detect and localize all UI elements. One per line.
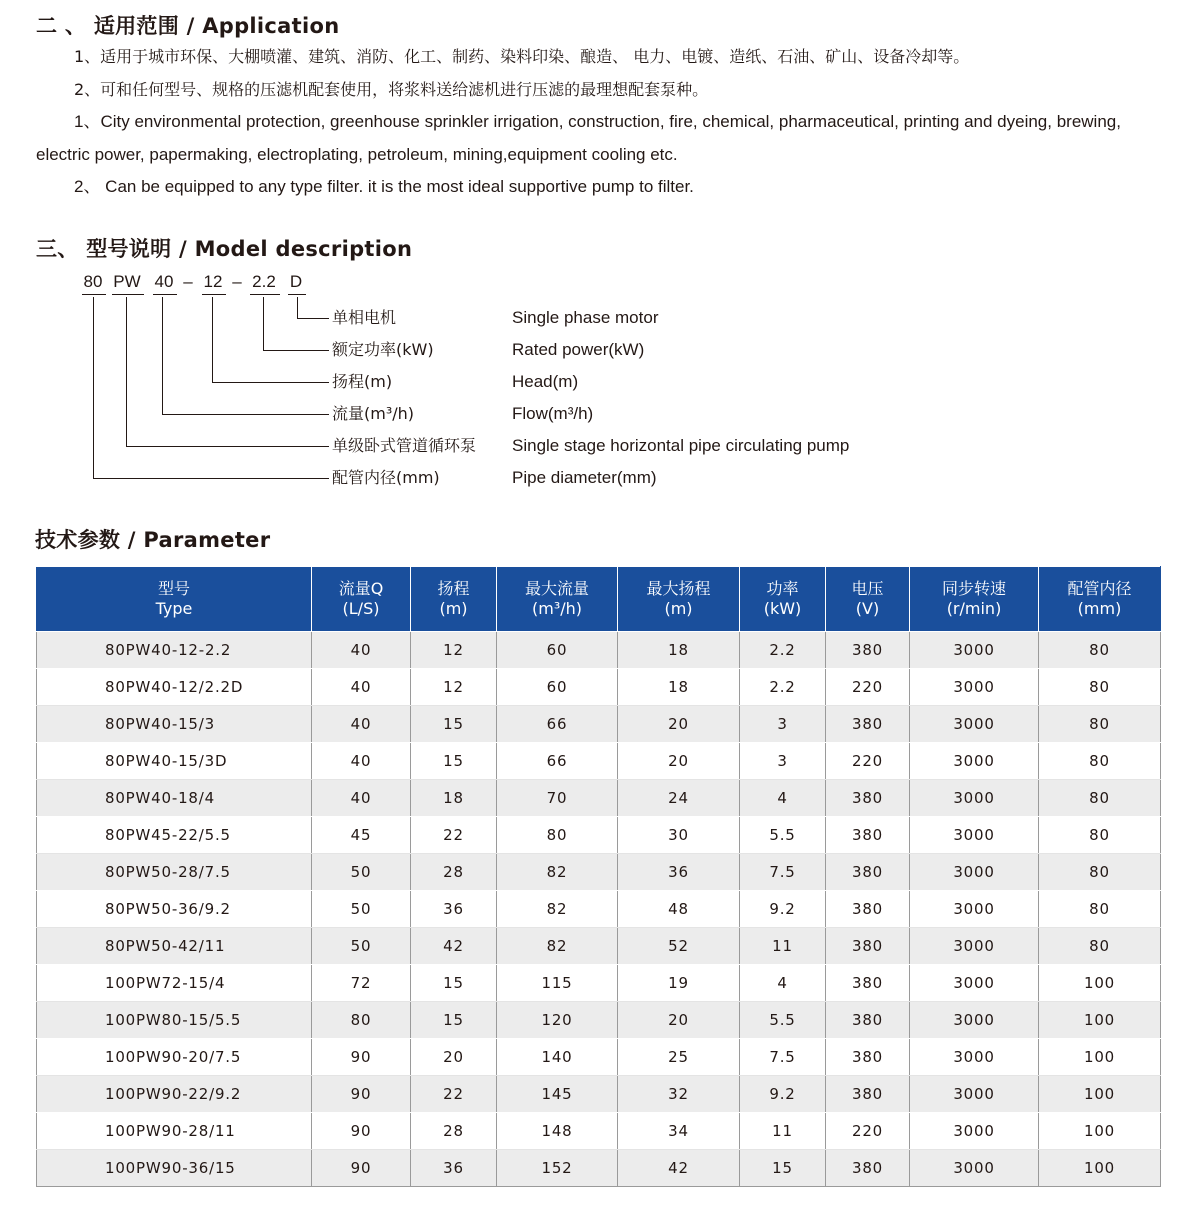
value-cell: 20 [411, 1039, 497, 1076]
value-cell: 80 [1039, 891, 1161, 928]
value-cell: 90 [312, 1039, 411, 1076]
value-cell: 80 [1039, 706, 1161, 743]
value-cell: 80 [497, 817, 618, 854]
model-item-flow-en: Flow(m³/h) [512, 404, 594, 423]
value-cell: 50 [312, 928, 411, 965]
column-header [37, 567, 312, 632]
value-cell: 380 [826, 632, 910, 669]
model-item-head-en: Head(m) [512, 372, 579, 391]
value-cell: 3000 [910, 1076, 1039, 1113]
value-cell: 90 [312, 1113, 411, 1150]
code-dash-2: – [232, 272, 242, 291]
value-cell: 3000 [910, 632, 1039, 669]
code-dash-1: – [183, 272, 193, 291]
column-header [910, 567, 1039, 632]
value-cell: 2.2 [740, 632, 826, 669]
value-cell: 22 [411, 817, 497, 854]
column-header-cn: 扬程 [437, 579, 470, 598]
value-cell: 36 [411, 1150, 497, 1187]
column-header-en: Type [155, 599, 193, 618]
value-cell: 50 [312, 854, 411, 891]
column-header [826, 567, 910, 632]
column-header-en: (V) [855, 599, 880, 618]
model-item-power-cn: 额定功率(kW) [332, 340, 434, 359]
value-cell: 90 [312, 1150, 411, 1187]
value-cell: 100 [1039, 965, 1161, 1002]
value-cell: 220 [826, 669, 910, 706]
value-cell: 380 [826, 1076, 910, 1113]
table-body [37, 632, 1161, 1187]
value-cell: 34 [618, 1113, 740, 1150]
value-cell: 60 [497, 632, 618, 669]
value-cell: 140 [497, 1039, 618, 1076]
application-en-item-1-cont: electric power, papermaking, electroplating, petroleum, mining,equipment cooling etc. [36, 145, 678, 164]
model-cell: 100PW72-15/4 [37, 965, 312, 1002]
model-item-power-en: Rated power(kW) [512, 340, 645, 359]
table-row [37, 632, 1161, 669]
value-cell: 28 [411, 1113, 497, 1150]
value-cell: 28 [411, 854, 497, 891]
value-cell: 380 [826, 780, 910, 817]
value-cell: 380 [826, 1150, 910, 1187]
column-header-cn: 型号 [157, 579, 190, 598]
table-row [37, 1002, 1161, 1039]
value-cell: 220 [826, 1113, 910, 1150]
column-header-en: (m) [439, 599, 468, 618]
model-cell: 80PW50-28/7.5 [37, 854, 312, 891]
value-cell: 15 [411, 1002, 497, 1039]
value-cell: 36 [618, 854, 740, 891]
value-cell: 3000 [910, 669, 1039, 706]
value-cell: 66 [497, 743, 618, 780]
value-cell: 3000 [910, 928, 1039, 965]
column-header-cn: 流量Q [338, 579, 384, 598]
value-cell: 45 [312, 817, 411, 854]
column-header-en: (r/min) [946, 599, 1002, 618]
value-cell: 11 [740, 928, 826, 965]
model-cell: 100PW90-28/11 [37, 1113, 312, 1150]
code-part-motor: D [289, 272, 303, 291]
value-cell: 80 [1039, 780, 1161, 817]
value-cell: 15 [411, 743, 497, 780]
table-row [37, 928, 1161, 965]
column-header-cn: 功率 [766, 579, 799, 598]
column-header-cn: 最大扬程 [646, 579, 711, 598]
value-cell: 22 [411, 1076, 497, 1113]
column-header [740, 567, 826, 632]
table-row [37, 1076, 1161, 1113]
value-cell: 20 [618, 743, 740, 780]
value-cell: 20 [618, 706, 740, 743]
application-heading: 二 、 适用范围 / Application [36, 14, 340, 38]
value-cell: 380 [826, 817, 910, 854]
table-row [37, 854, 1161, 891]
column-header-en: (mm) [1077, 599, 1122, 618]
value-cell: 7.5 [740, 854, 826, 891]
value-cell: 100 [1039, 1002, 1161, 1039]
value-cell: 80 [1039, 743, 1161, 780]
model-item-motor-en: Single phase motor [512, 308, 659, 327]
value-cell: 3000 [910, 891, 1039, 928]
column-header-en: (kW) [763, 599, 802, 618]
column-header [411, 567, 497, 632]
table-row [37, 891, 1161, 928]
model-item-flow-cn: 流量(m³/h) [332, 404, 415, 423]
model-item-type-cn: 单级卧式管道循环泵 [332, 436, 477, 455]
column-header-en: (m) [664, 599, 693, 618]
value-cell: 100 [1039, 1113, 1161, 1150]
column-header [1039, 567, 1161, 632]
value-cell: 3 [740, 743, 826, 780]
table-row [37, 817, 1161, 854]
model-item-head-cn: 扬程(m) [332, 372, 393, 391]
column-header-cn: 电压 [851, 579, 884, 598]
column-header [618, 567, 740, 632]
table-row [37, 743, 1161, 780]
table-row [37, 965, 1161, 1002]
model-cell: 100PW90-36/15 [37, 1150, 312, 1187]
value-cell: 3000 [910, 706, 1039, 743]
table-row [37, 1113, 1161, 1150]
model-cell: 100PW90-22/9.2 [37, 1076, 312, 1113]
value-cell: 12 [411, 632, 497, 669]
value-cell: 80 [1039, 669, 1161, 706]
value-cell: 3000 [910, 743, 1039, 780]
parameter-heading: 技术参数 / Parameter [35, 528, 271, 552]
model-cell: 80PW40-18/4 [37, 780, 312, 817]
value-cell: 7.5 [740, 1039, 826, 1076]
column-header-cn: 同步转速 [941, 579, 1006, 598]
value-cell: 12 [411, 669, 497, 706]
model-item-motor-cn: 单相电机 [332, 308, 397, 327]
value-cell: 3000 [910, 965, 1039, 1002]
code-part-diameter: 80 [83, 272, 103, 291]
value-cell: 40 [312, 669, 411, 706]
value-cell: 380 [826, 965, 910, 1002]
value-cell: 15 [740, 1150, 826, 1187]
value-cell: 50 [312, 891, 411, 928]
model-item-diameter-cn: 配管内径(mm) [332, 468, 440, 487]
value-cell: 80 [1039, 817, 1161, 854]
value-cell: 380 [826, 1039, 910, 1076]
value-cell: 70 [497, 780, 618, 817]
value-cell: 60 [497, 669, 618, 706]
code-part-type: PW [113, 272, 141, 291]
value-cell: 380 [826, 854, 910, 891]
value-cell: 3000 [910, 1002, 1039, 1039]
value-cell: 380 [826, 706, 910, 743]
value-cell: 9.2 [740, 891, 826, 928]
value-cell: 72 [312, 965, 411, 1002]
value-cell: 115 [497, 965, 618, 1002]
value-cell: 40 [312, 743, 411, 780]
value-cell: 40 [312, 632, 411, 669]
parameter-table [36, 566, 1161, 1187]
value-cell: 4 [740, 780, 826, 817]
value-cell: 100 [1039, 1076, 1161, 1113]
value-cell: 4 [740, 965, 826, 1002]
value-cell: 48 [618, 891, 740, 928]
value-cell: 380 [826, 1002, 910, 1039]
model-cell: 100PW80-15/5.5 [37, 1002, 312, 1039]
value-cell: 3000 [910, 780, 1039, 817]
value-cell: 42 [618, 1150, 740, 1187]
value-cell: 18 [618, 669, 740, 706]
application-en-item-1: 1、City environmental protection, greenhouse sprinkler irrigation, construction, fire, chemical, pharmaceutical, printing and dyeing, brewing, [74, 112, 1121, 131]
value-cell: 82 [497, 891, 618, 928]
value-cell: 3000 [910, 817, 1039, 854]
value-cell: 36 [411, 891, 497, 928]
value-cell: 120 [497, 1002, 618, 1039]
model-cell: 80PW45-22/5.5 [37, 817, 312, 854]
value-cell: 25 [618, 1039, 740, 1076]
value-cell: 18 [618, 632, 740, 669]
value-cell: 145 [497, 1076, 618, 1113]
table-row [37, 706, 1161, 743]
value-cell: 20 [618, 1002, 740, 1039]
value-cell: 3 [740, 706, 826, 743]
value-cell: 148 [497, 1113, 618, 1150]
value-cell: 3000 [910, 1113, 1039, 1150]
model-cell: 80PW50-36/9.2 [37, 891, 312, 928]
value-cell: 82 [497, 854, 618, 891]
value-cell: 19 [618, 965, 740, 1002]
value-cell: 15 [411, 706, 497, 743]
value-cell: 5.5 [740, 1002, 826, 1039]
model-cell: 80PW40-15/3D [37, 743, 312, 780]
model-cell: 80PW40-12-2.2 [37, 632, 312, 669]
value-cell: 82 [497, 928, 618, 965]
value-cell: 80 [1039, 632, 1161, 669]
value-cell: 380 [826, 928, 910, 965]
value-cell: 80 [1039, 854, 1161, 891]
model-cell: 100PW90-20/7.5 [37, 1039, 312, 1076]
table-row [37, 780, 1161, 817]
value-cell: 40 [312, 706, 411, 743]
value-cell: 5.5 [740, 817, 826, 854]
value-cell: 80 [312, 1002, 411, 1039]
value-cell: 3000 [910, 1150, 1039, 1187]
application-en-item-2: 2、 Can be equipped to any type filter. it is the most ideal supportive pump to filter. [74, 177, 694, 196]
column-header [312, 567, 411, 632]
value-cell: 40 [312, 780, 411, 817]
value-cell: 30 [618, 817, 740, 854]
value-cell: 220 [826, 743, 910, 780]
value-cell: 15 [411, 965, 497, 1002]
column-header-cn: 配管内径 [1067, 579, 1132, 598]
model-cell: 80PW50-42/11 [37, 928, 312, 965]
code-part-power: 2.2 [252, 272, 276, 291]
value-cell: 100 [1039, 1150, 1161, 1187]
table-header-row [37, 567, 1161, 632]
column-header-cn: 最大流量 [524, 579, 589, 598]
application-cn-item-2: 2、可和任何型号、规格的压滤机配套使用，将浆料送给滤机进行压滤的最理想配套泵种。 [74, 80, 709, 99]
value-cell: 100 [1039, 1039, 1161, 1076]
table-row [37, 1150, 1161, 1187]
model-heading: 三、 型号说明 / Model description [36, 237, 413, 261]
application-cn-item-1: 1、适用于城市环保、大棚喷灌、建筑、消防、化工、制药、染料印染、酿造、 电力、电镀、造纸、石油、矿山、设备冷却等。 [74, 47, 970, 66]
value-cell: 9.2 [740, 1076, 826, 1113]
value-cell: 52 [618, 928, 740, 965]
model-item-diameter-en: Pipe diameter(mm) [512, 468, 657, 487]
model-cell: 80PW40-15/3 [37, 706, 312, 743]
model-item-type-en: Single stage horizontal pipe circulating pump [512, 436, 850, 455]
value-cell: 90 [312, 1076, 411, 1113]
column-header-en: (m³/h) [531, 599, 582, 618]
table-row [37, 669, 1161, 706]
value-cell: 2.2 [740, 669, 826, 706]
value-cell: 80 [1039, 928, 1161, 965]
code-part-head: 12 [203, 272, 223, 291]
value-cell: 3000 [910, 854, 1039, 891]
value-cell: 380 [826, 891, 910, 928]
value-cell: 152 [497, 1150, 618, 1187]
value-cell: 42 [411, 928, 497, 965]
value-cell: 18 [411, 780, 497, 817]
code-part-flow: 40 [154, 272, 174, 291]
value-cell: 32 [618, 1076, 740, 1113]
model-cell: 80PW40-12/2.2D [37, 669, 312, 706]
value-cell: 11 [740, 1113, 826, 1150]
value-cell: 24 [618, 780, 740, 817]
table-row [37, 1039, 1161, 1076]
column-header-en: (L/S) [342, 599, 380, 618]
value-cell: 3000 [910, 1039, 1039, 1076]
value-cell: 66 [497, 706, 618, 743]
column-header [497, 567, 618, 632]
